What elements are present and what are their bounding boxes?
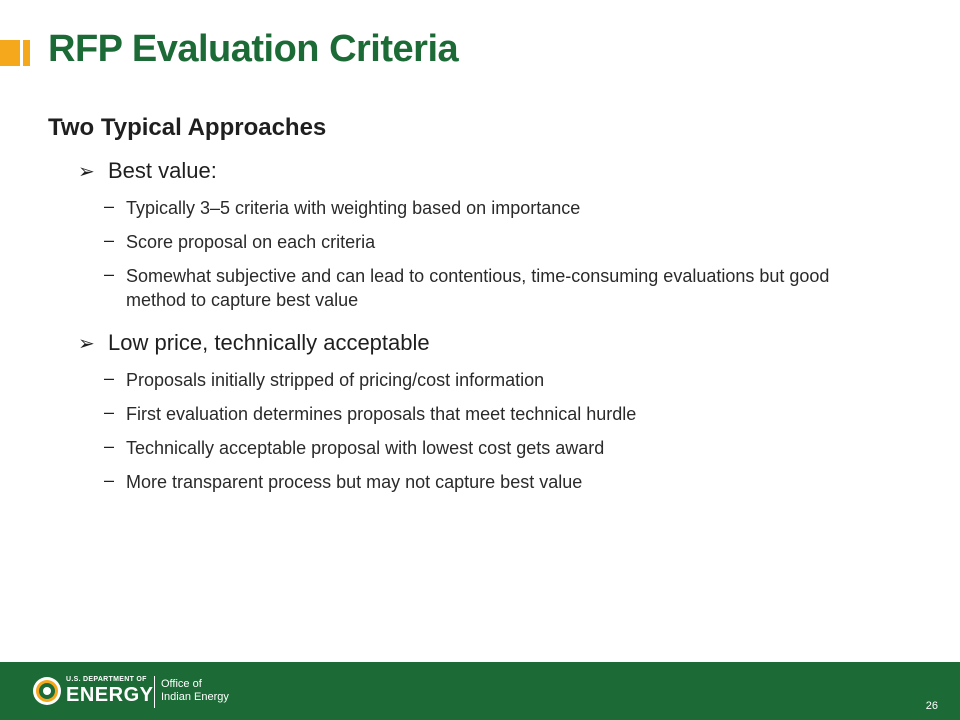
page-number: 26: [925, 700, 938, 712]
section-low-price: [48, 330, 928, 494]
list-item-text: Somewhat subjective and can lead to contentious, time-consuming evaluations but good method to capture best value: [126, 266, 830, 310]
list-item: [104, 264, 928, 312]
list-item-text: Proposals initially stripped of pricing/cost information: [126, 370, 545, 390]
doe-energy-label: ENERGY: [66, 684, 154, 706]
doe-seal-icon: [32, 676, 62, 706]
footer-bar: [0, 662, 960, 720]
list-item-text: More transparent process but may not capture best value: [126, 472, 583, 492]
list-item-text: First evaluation determines proposals that meet technical hurdle: [126, 404, 637, 424]
accent-bar-wide: [0, 40, 20, 66]
office-line1: Office of: [161, 678, 202, 690]
list-item: [104, 436, 928, 460]
section-heading: Best value:: [108, 158, 217, 183]
dash-bullet: –: [104, 402, 115, 422]
dash-bullet: –: [104, 436, 115, 456]
office-line2: Indian Energy: [161, 691, 229, 703]
dash-bullet: –: [104, 470, 115, 490]
slide-content: [48, 114, 928, 512]
list-item: [104, 196, 928, 220]
section-heading: Low price, technically acceptable: [108, 330, 430, 355]
list-item-text: Typically 3–5 criteria with weighting based on importance: [126, 198, 581, 218]
bullet-row: [78, 158, 928, 184]
list-item-text: Score proposal on each criteria: [126, 232, 376, 252]
title-accent-bars: [0, 40, 30, 66]
list-item-text: Technically acceptable proposal with lowest cost gets award: [126, 438, 605, 458]
list-item: [104, 470, 928, 494]
arrow-bullet-icon: ➢: [78, 161, 95, 183]
dash-bullet: –: [104, 230, 115, 250]
slide-title: RFP Evaluation Criteria: [48, 28, 459, 70]
arrow-bullet-icon: ➢: [78, 333, 95, 355]
accent-bar-narrow: [23, 40, 30, 66]
dash-bullet: –: [104, 368, 115, 388]
section-best-value: [48, 158, 928, 312]
list-item: [104, 402, 928, 426]
bullet-row: [78, 330, 928, 356]
office-name: [161, 678, 229, 704]
dash-bullet: –: [104, 264, 115, 284]
slide-subtitle: Two Typical Approaches: [48, 114, 327, 141]
doe-dept-label: U.S. DEPARTMENT OF: [66, 676, 147, 683]
list-item: [104, 230, 928, 254]
dash-bullet: –: [104, 196, 115, 216]
footer-divider: [154, 676, 155, 708]
list-item: [104, 368, 928, 392]
